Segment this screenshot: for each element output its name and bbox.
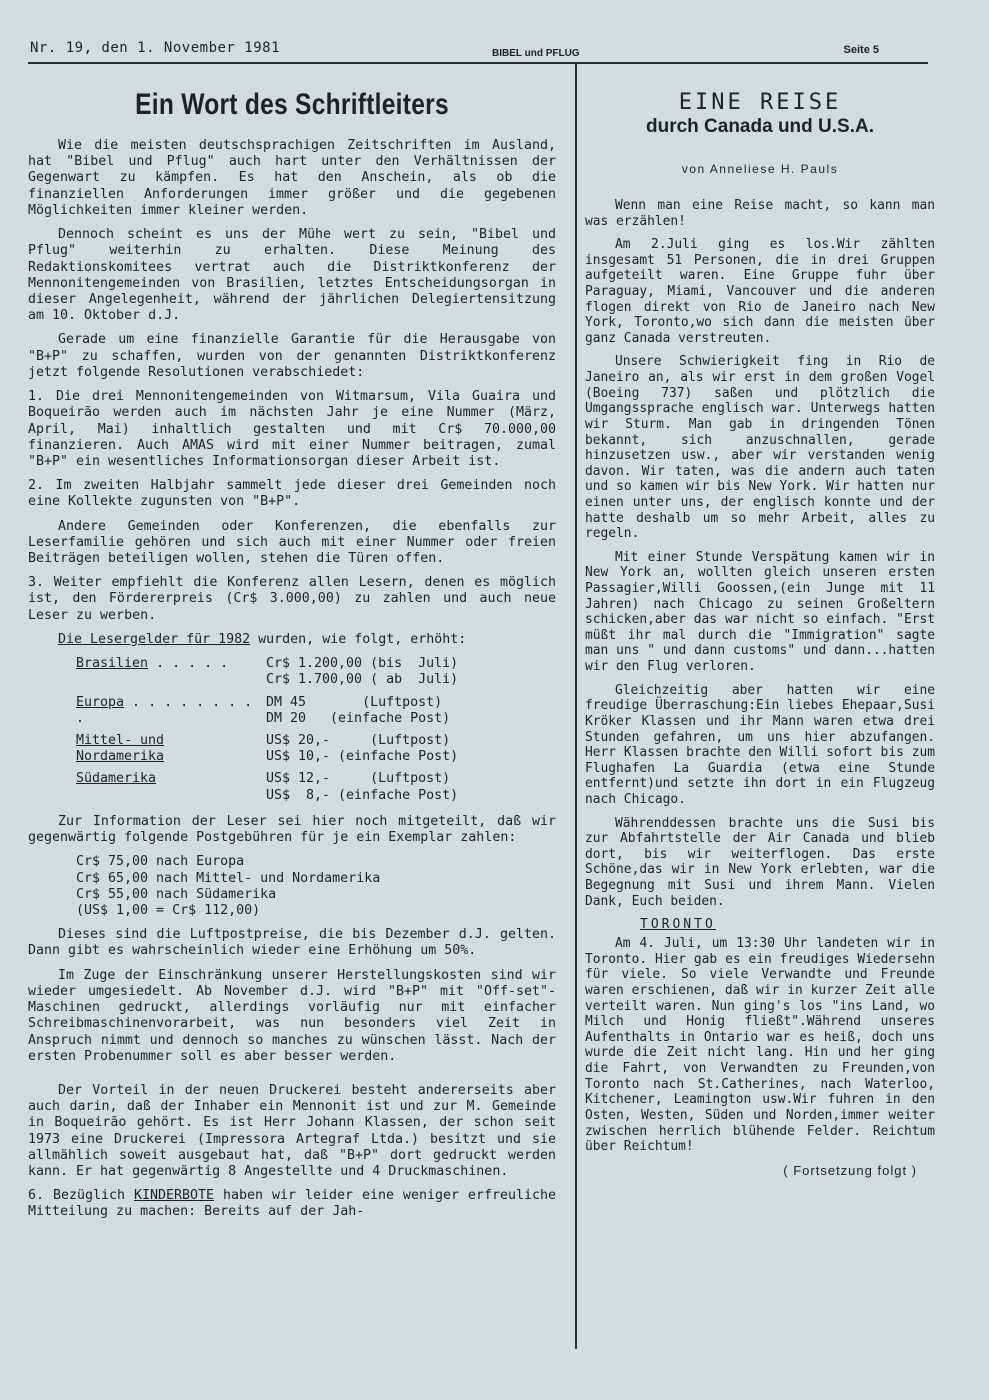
magazine-name: BIBEL und PFLUG [492, 48, 580, 59]
fee-dots: . . . . . [148, 656, 229, 672]
editorial-paragraph: Der Vorteil in der neuen Druckerei besteht andererseits aber auch darin, daß der Inhaber ein Mennonit ist und zur M. Gemeinde in Boqueirão gehört. Es ist Herr Johann Klassen, der schon seit 1973 eine Druckerei (Impressora Artegraf Ltda.) besitzt und sie allmählich soweit ausgebaut hat, daß "B+P" dort gedruckt werden kann. Er hat gegenwärtig 8 Angestellte und 4 Druckmaschinen. [28, 1082, 556, 1180]
travel-paragraph: Gleichzeitig aber hatten wir eine freudige Überraschung:Ein liebes Ehepaar,Susi Kröker Klassen und ihr Mann waren etwa drei Stunden gefahren, um uns hier abzufangen. Herr Klassen brachte den Willi sofort bis zum Flughafen La Guardia (etwa eine Stunde entfernt)und setzte ihn dort in ein Flugzeug nach Chicago. [585, 682, 935, 807]
travel-paragraph: Am 2.Juli ging es los.Wir zählten insgesamt 51 Personen, die in drei Gruppen aufgeteilt waren. Eine Gruppe fuhr über Paraguay, Miami, Vancouver und die anderen flogen direkt von Rio de Janeiro nach New York, Toronto,wo sich dann die meisten über ganz Canada verstreuten. [585, 237, 935, 346]
fee-amount: US$ 10,- (einfache Post) [266, 749, 459, 765]
resolution-6-start: 6. Bezüglich [28, 1188, 134, 1204]
fee-amount: DM 45 (Luftpost) [266, 694, 443, 710]
editorial-paragraph: Gerade um eine finanzielle Garantie für die Herausgabe von "B+P" zu schaffen, wurden von der genannten Distriktkonferenz jetzt folgende Resolutionen verabschiedet: [28, 332, 556, 380]
header-rule [28, 62, 928, 64]
travel-paragraph: Wenn man eine Reise macht, so kann man was erzählen! [585, 198, 935, 229]
editorial-paragraph: Im Zuge der Einschränkung unserer Herstellungskosten sind wir wieder umgesiedelt. Ab November d.J. wird "B+P" mit "Off-set"-Maschinen gedruckt, allerdings vorläufig nur mit einfacher Schreibmaschinenvorarbeit, was nun besonders viel Zeit in Anspruch nimmt und dennoch so manches zu wünschen lässt. Nach der ersten Probenummer soll es aber besser werden. [28, 967, 556, 1064]
fees-table [76, 656, 556, 804]
editorial-column [28, 70, 556, 1229]
postage-line: Cr$ 55,00 nach Südamerika [76, 886, 277, 902]
fee-amount: Cr$ 1.700,00 ( ab Juli) [266, 672, 459, 688]
fees-intro-underlined: Die Lesergelder für 1982 [58, 631, 251, 647]
resolution-1: 1. Die drei Mennonitengemeinden von Witmarsum, Vila Guaira und Boqueirão werden auch im nächsten Jahr je eine Nummer (März, April, Mai) inhaltlich gestalten und mit Cr$ 70.000,00 finanzieren. Auch AMAS wird mit einer Nummer beitragen, zumal "B+P" ein wesentliches Informationsorgan dieser Arbeit ist. [28, 389, 556, 469]
fees-intro-rest: wurden, wie folgt, erhöht: [250, 631, 467, 647]
kinderbote-label: KINDERBOTE [133, 1188, 215, 1204]
toronto-subheading: TORONTO [640, 917, 716, 933]
editorial-paragraph: Wie die meisten deutschsprachigen Zeitschriften im Ausland, hat "Bibel und Pflug" auch hart unter den Verhältnissen der Gegenwart zu kämpfen. Es hat den Anschein, als ob die finanziellen Anforderungen immer größer und die gegebenen Möglichkeiten immer kleiner werden. [28, 138, 556, 218]
fee-amount: US$ 12,- (Luftpost) [266, 771, 451, 787]
fee-row [76, 771, 556, 803]
fee-dots: . . . . . . . . . [76, 694, 253, 726]
fee-amount: US$ 20,- (Luftpost) [266, 733, 451, 748]
travel-paragraph: Unsere Schwierigkeit fing in Rio de Janeiro an, als wir erst in dem großen Vogel (Boeing 737) saßen und plötzlich die Umgangssprache englisch war. Unterwegs hatten wir Sturm. Man gab in dringenden Tönen bekannt, sich anzuschnallen, gerade hinzusetzen usw., aber wir verstanden wenig davon. Wir taten, was die andern auch taten und so kamen wir bis New York. Wir hatten nur einen unter uns, der englisch konnte und der hatte deshalb um so mehr Arbeit, alles zu regeln. [585, 354, 935, 542]
postage-line: Cr$ 75,00 nach Europa [76, 854, 245, 870]
travel-subtitle: durch Canada und U.S.A. [645, 116, 875, 137]
resolution-6-rest: haben wir leider eine weniger erfreuliche Mitteilung zu machen: Bereits auf der Jah- [28, 1188, 556, 1220]
postage-line: Cr$ 65,00 nach Mittel- und Nordamerika [76, 870, 381, 886]
resolution-6 [28, 1188, 556, 1220]
issue-line: Nr. 19, den 1. November 1981 [30, 40, 281, 56]
page-number: Seite 5 [843, 44, 879, 56]
travel-paragraph: Mit einer Stunde Verspätung kamen wir in New York an, wollten gleich unseren ersten Passagier,Willi Goossen,(ein Junge mit 11 Jahren) nach Chicago zu seinen Großeltern schicken,aber das war nicht so einfach. "Erst müßt ihr mal durch die "Immigration" sagte man uns " und dann customs" und dann...hatten wir den Flug verloren. [585, 549, 935, 675]
postage-list [76, 854, 556, 919]
fee-region: Mittel- und Nordamerika [76, 733, 165, 765]
fee-row [76, 733, 556, 765]
fee-region: Europa [76, 694, 125, 710]
travel-author: von Anneliese H. Pauls [681, 162, 839, 176]
travel-paragraph: Am 4. Juli, um 13:30 Uhr landeten wir in Toronto. Hier gab es ein freudiges Wiedersehn für viele. So viele Verwandte und Freunde waren erschienen, daß wir in kurzer Zeit alle verteilt waren. Nun ging's los "ins Land, wo Milch und Honig fließt".Während unseres Aufenthalts in Ontario war es heiß, doch uns wurde die Zeit nicht lang. Hin und her ging die Fahrt, von Verwandten zu Freunden,von Toronto nach St.Catherines, nach Waterloo, Kitchener, Leamington usw.Wir fuhren in den Osten, Westen, Süden und Norden,immer weiter zwischen herrlich blühende Felder. Reichtum über Reichtum! [585, 936, 935, 1155]
resolution-3: 3. Weiter empfiehlt die Konferenz allen Lesern, denen es möglich ist, den Fördererpreis (Cr$ 3.000,00) zu zahlen und auch neue Leser zu werben. [28, 575, 556, 623]
editorial-paragraph: Zur Information der Leser sei hier noch mitgeteilt, daß wir gegenwärtig folgende Postgebühren für je ein Exemplar zahlen: [28, 813, 556, 846]
column-divider [575, 64, 577, 1349]
fee-amount: Cr$ 1.200,00 (bis Juli) [266, 656, 459, 672]
continued-note: ( Fortsetzung folgt ) [783, 1162, 917, 1178]
editorial-paragraph: Dieses sind die Luftpostpreise, die bis Dezember d.J. gelten. Dann gibt es wahrscheinlich wieder eine Erhöhung um 50%. [28, 927, 556, 959]
travel-paragraph: Währenddessen brachte uns die Susi bis zur Abfahrtstelle der Air Canada und blieb dort, bis wir weiterflogen. Das erste Schöne,das wir in New York erlebten, war die Begegnung mit Susi und ihrem Mann. Vielen Dank, Euch beiden. [585, 815, 935, 909]
editorial-title: Ein Wort des Schriftleiters [135, 88, 449, 121]
editorial-paragraph: Dennoch scheint es uns der Mühe wert zu sein, "Bibel und Pflug" weiterhin zu erhalten. Diese Meinung des Redaktionskomitees vertrat auch die Distriktkonferenz der Mennonitengemeinden von Brasilien, letztes Entscheidungsorgan in dieser Angelegenheit, während der jährlichen Delegiertensitzung am 10. Oktober d.J. [28, 227, 556, 324]
fee-amount: DM 20 (einfache Post) [266, 710, 451, 726]
fee-row [76, 695, 556, 727]
fee-region: Südamerika [76, 771, 157, 787]
travel-title: EINE REISE [678, 90, 842, 115]
fee-amount: US$ 8,- (einfache Post) [266, 787, 459, 803]
fee-row [76, 656, 556, 688]
travel-column [585, 70, 935, 1178]
fee-region: Brasilien [76, 656, 149, 672]
resolution-2: 2. Im zweiten Halbjahr sammelt jede dieser drei Gemeinden noch eine Kollekte zugunsten von "B+P". [28, 478, 556, 510]
postage-line: (US$ 1,00 = Cr$ 112,00) [76, 902, 261, 918]
editorial-paragraph: Andere Gemeinden oder Konferenzen, die ebenfalls zur Leserfamilie gehören und sich auch mit einer Nummer oder freien Beiträgen beteiligen wollen, stehen die Türen offen. [28, 518, 556, 567]
fees-intro [28, 632, 556, 648]
